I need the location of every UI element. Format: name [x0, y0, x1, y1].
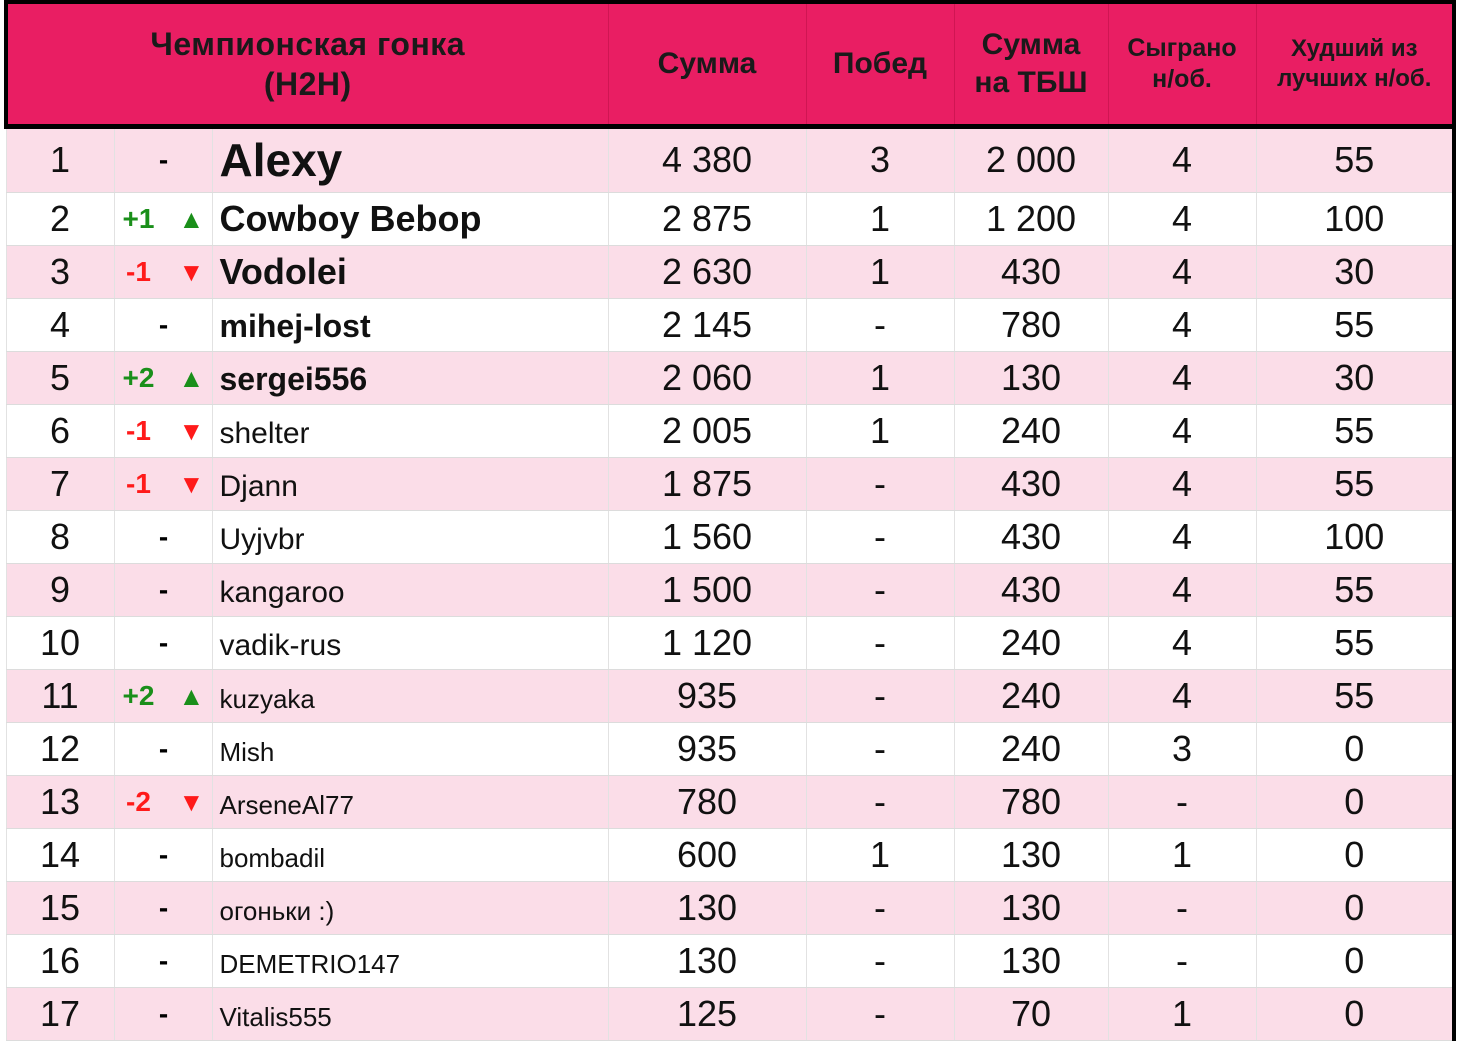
column-header-sum: Сумма	[608, 2, 806, 126]
played-cell: 4	[1108, 616, 1256, 669]
played-cell: 4	[1108, 510, 1256, 563]
tbsh-cell: 240	[954, 722, 1108, 775]
change-cell	[114, 828, 212, 881]
rank-cell: 14	[6, 828, 114, 881]
change-cell	[114, 126, 212, 192]
team-name-cell	[212, 192, 608, 245]
position-change: +2	[122, 679, 155, 711]
arrow-up-icon: ▲	[178, 362, 205, 393]
team-name-cell	[212, 404, 608, 457]
rank-cell: 8	[6, 510, 114, 563]
worst-cell: 55	[1256, 126, 1454, 192]
rank-cell: 1	[6, 126, 114, 192]
change-cell	[114, 298, 212, 351]
wins-cell: 1	[806, 404, 954, 457]
team-name-cell	[212, 934, 608, 987]
position-change: -	[158, 732, 169, 764]
worst-cell: 100	[1256, 510, 1454, 563]
team-name-cell	[212, 563, 608, 616]
worst-cell: 30	[1256, 351, 1454, 404]
worst-cell: 0	[1256, 934, 1454, 987]
sum-cell: 1 560	[608, 510, 806, 563]
wins-cell: -	[806, 722, 954, 775]
header-row	[6, 2, 1454, 126]
change-cell	[114, 457, 212, 510]
team-name-cell	[212, 775, 608, 828]
sum-cell: 1 120	[608, 616, 806, 669]
sum-cell: 780	[608, 775, 806, 828]
team-name-cell	[212, 828, 608, 881]
arrow-down-icon: ▼	[178, 786, 205, 817]
table-row	[6, 563, 1454, 616]
played-cell: 4	[1108, 457, 1256, 510]
change-cell	[114, 404, 212, 457]
position-change: -1	[126, 255, 151, 287]
team-name: Djann	[219, 469, 298, 503]
table-row	[6, 126, 1454, 192]
position-change: -	[158, 520, 169, 552]
played-line-1: Сыграно	[1127, 33, 1237, 62]
team-name: kuzyaka	[219, 683, 315, 714]
team-name-cell	[212, 722, 608, 775]
sum-cell: 935	[608, 722, 806, 775]
change-cell	[114, 245, 212, 298]
tbsh-line-2: на ТБШ	[974, 65, 1088, 99]
tbsh-cell: 130	[954, 934, 1108, 987]
arrow-up-icon: ▲	[178, 680, 205, 711]
change-cell	[114, 510, 212, 563]
position-change: -	[158, 308, 169, 340]
wins-cell: 1	[806, 192, 954, 245]
table-row	[6, 510, 1454, 563]
table-row	[6, 192, 1454, 245]
tbsh-cell: 780	[954, 298, 1108, 351]
wins-cell: -	[806, 934, 954, 987]
rank-cell: 15	[6, 881, 114, 934]
worst-cell: 0	[1256, 881, 1454, 934]
table-row	[6, 669, 1454, 722]
tbsh-cell: 430	[954, 510, 1108, 563]
played-cell: 4	[1108, 245, 1256, 298]
change-cell	[114, 563, 212, 616]
rank-cell: 6	[6, 404, 114, 457]
team-name-cell	[212, 510, 608, 563]
sum-cell: 125	[608, 987, 806, 1040]
played-cell: 4	[1108, 298, 1256, 351]
column-header-played	[1108, 2, 1256, 126]
wins-cell: -	[806, 457, 954, 510]
played-cell: -	[1108, 881, 1256, 934]
position-change: -	[158, 891, 169, 923]
team-name: mihej-lost	[219, 307, 371, 344]
wins-cell: -	[806, 669, 954, 722]
wins-cell: -	[806, 616, 954, 669]
tbsh-line-1: Сумма	[981, 28, 1081, 62]
position-change: -2	[126, 785, 151, 817]
tbsh-cell: 130	[954, 881, 1108, 934]
team-name-cell	[212, 298, 608, 351]
team-name-cell	[212, 881, 608, 934]
tbsh-cell: 240	[954, 669, 1108, 722]
rank-cell: 7	[6, 457, 114, 510]
standings-table	[4, 0, 1456, 1041]
worst-cell: 55	[1256, 669, 1454, 722]
team-name: Uyjvbr	[219, 522, 305, 556]
position-change: -	[158, 573, 169, 605]
team-name: Vitalis555	[219, 1001, 332, 1032]
arrow-down-icon: ▼	[178, 256, 205, 287]
wins-cell: -	[806, 510, 954, 563]
played-cell: 4	[1108, 563, 1256, 616]
change-cell	[114, 934, 212, 987]
tbsh-cell: 2 000	[954, 126, 1108, 192]
change-cell	[114, 616, 212, 669]
rank-cell: 3	[6, 245, 114, 298]
worst-cell: 55	[1256, 457, 1454, 510]
wins-cell: 1	[806, 351, 954, 404]
tbsh-cell: 130	[954, 351, 1108, 404]
worst-line-2: лучших н/об.	[1277, 64, 1432, 92]
team-name: vadik-rus	[219, 628, 342, 662]
team-name-cell	[212, 987, 608, 1040]
tbsh-cell: 70	[954, 987, 1108, 1040]
rank-cell: 17	[6, 987, 114, 1040]
team-name: bombadil	[219, 842, 326, 873]
table-row	[6, 775, 1454, 828]
wins-cell: -	[806, 881, 954, 934]
rank-cell: 5	[6, 351, 114, 404]
rank-cell: 2	[6, 192, 114, 245]
played-cell: 4	[1108, 351, 1256, 404]
rank-cell: 11	[6, 669, 114, 722]
worst-line-1: Худший из	[1290, 34, 1418, 62]
worst-cell: 55	[1256, 404, 1454, 457]
table-row	[6, 351, 1454, 404]
standings-body	[6, 126, 1454, 1040]
team-name: sergei556	[219, 360, 368, 397]
change-cell	[114, 987, 212, 1040]
team-name: огоньки :)	[219, 895, 335, 926]
rank-cell: 10	[6, 616, 114, 669]
table-row	[6, 245, 1454, 298]
table-row	[6, 987, 1454, 1040]
title-line-2: (H2H)	[263, 65, 352, 102]
team-name: Cowboy Bebop	[219, 197, 482, 239]
team-name: DEMETRIO147	[219, 948, 401, 979]
worst-cell: 30	[1256, 245, 1454, 298]
played-cell: -	[1108, 775, 1256, 828]
change-cell	[114, 775, 212, 828]
table-row	[6, 298, 1454, 351]
wins-cell: 1	[806, 245, 954, 298]
arrow-up-icon: ▲	[178, 203, 205, 234]
sum-cell: 1 875	[608, 457, 806, 510]
tbsh-cell: 240	[954, 404, 1108, 457]
played-cell: -	[1108, 934, 1256, 987]
tbsh-cell: 430	[954, 245, 1108, 298]
arrow-down-icon: ▼	[178, 415, 205, 446]
table-row	[6, 616, 1454, 669]
sum-cell: 130	[608, 934, 806, 987]
team-name: ArseneAl77	[219, 789, 354, 820]
wins-cell: -	[806, 298, 954, 351]
change-cell	[114, 192, 212, 245]
team-name-cell	[212, 616, 608, 669]
table-title	[6, 2, 608, 126]
worst-cell: 100	[1256, 192, 1454, 245]
change-cell	[114, 669, 212, 722]
sum-cell: 4 380	[608, 126, 806, 192]
position-change: -	[158, 838, 169, 870]
position-change: -1	[126, 414, 151, 446]
change-cell	[114, 351, 212, 404]
team-name: Alexy	[219, 134, 343, 186]
wins-cell: -	[806, 987, 954, 1040]
worst-cell: 0	[1256, 828, 1454, 881]
worst-cell: 0	[1256, 987, 1454, 1040]
team-name-cell	[212, 126, 608, 192]
tbsh-cell: 130	[954, 828, 1108, 881]
position-change: -	[158, 144, 169, 175]
played-cell: 4	[1108, 192, 1256, 245]
rank-cell: 12	[6, 722, 114, 775]
worst-cell: 0	[1256, 775, 1454, 828]
sum-cell: 2 060	[608, 351, 806, 404]
sum-cell: 2 005	[608, 404, 806, 457]
column-header-worst	[1256, 2, 1454, 126]
team-name-cell	[212, 457, 608, 510]
table-row	[6, 722, 1454, 775]
team-name: Vodolei	[219, 250, 347, 292]
position-change: +2	[122, 361, 155, 393]
played-cell: 4	[1108, 404, 1256, 457]
played-cell: 3	[1108, 722, 1256, 775]
played-cell: 1	[1108, 987, 1256, 1040]
column-header-wins: Побед	[806, 2, 954, 126]
rank-cell: 4	[6, 298, 114, 351]
played-cell: 1	[1108, 828, 1256, 881]
position-change: +1	[122, 202, 155, 234]
title-line-1: Чемпионская гонка	[150, 25, 466, 62]
worst-cell: 55	[1256, 563, 1454, 616]
wins-cell: 1	[806, 828, 954, 881]
team-name: shelter	[219, 416, 310, 450]
position-change: -	[158, 626, 169, 658]
table-row	[6, 404, 1454, 457]
tbsh-cell: 780	[954, 775, 1108, 828]
worst-cell: 0	[1256, 722, 1454, 775]
table-row	[6, 881, 1454, 934]
change-cell	[114, 881, 212, 934]
team-name: Mish	[219, 736, 275, 767]
played-cell: 4	[1108, 669, 1256, 722]
column-header-tbsh	[954, 2, 1108, 126]
tbsh-cell: 1 200	[954, 192, 1108, 245]
wins-cell: -	[806, 563, 954, 616]
tbsh-cell: 430	[954, 563, 1108, 616]
sum-cell: 935	[608, 669, 806, 722]
sum-cell: 2 875	[608, 192, 806, 245]
wins-cell: 3	[806, 126, 954, 192]
table-row	[6, 828, 1454, 881]
sum-cell: 600	[608, 828, 806, 881]
tbsh-cell: 240	[954, 616, 1108, 669]
worst-cell: 55	[1256, 298, 1454, 351]
sum-cell: 2 630	[608, 245, 806, 298]
position-change: -1	[126, 467, 151, 499]
rank-cell: 9	[6, 563, 114, 616]
arrow-down-icon: ▼	[178, 468, 205, 499]
team-name-cell	[212, 245, 608, 298]
rank-cell: 13	[6, 775, 114, 828]
table-row	[6, 457, 1454, 510]
change-cell	[114, 722, 212, 775]
played-cell: 4	[1108, 126, 1256, 192]
team-name: kangaroo	[219, 575, 345, 609]
position-change: -	[158, 997, 169, 1029]
position-change: -	[158, 944, 169, 976]
sum-cell: 2 145	[608, 298, 806, 351]
wins-cell: -	[806, 775, 954, 828]
sum-cell: 1 500	[608, 563, 806, 616]
sum-cell: 130	[608, 881, 806, 934]
table-row	[6, 934, 1454, 987]
team-name-cell	[212, 669, 608, 722]
worst-cell: 55	[1256, 616, 1454, 669]
tbsh-cell: 430	[954, 457, 1108, 510]
rank-cell: 16	[6, 934, 114, 987]
played-line-2: н/об.	[1152, 64, 1212, 93]
team-name-cell	[212, 351, 608, 404]
